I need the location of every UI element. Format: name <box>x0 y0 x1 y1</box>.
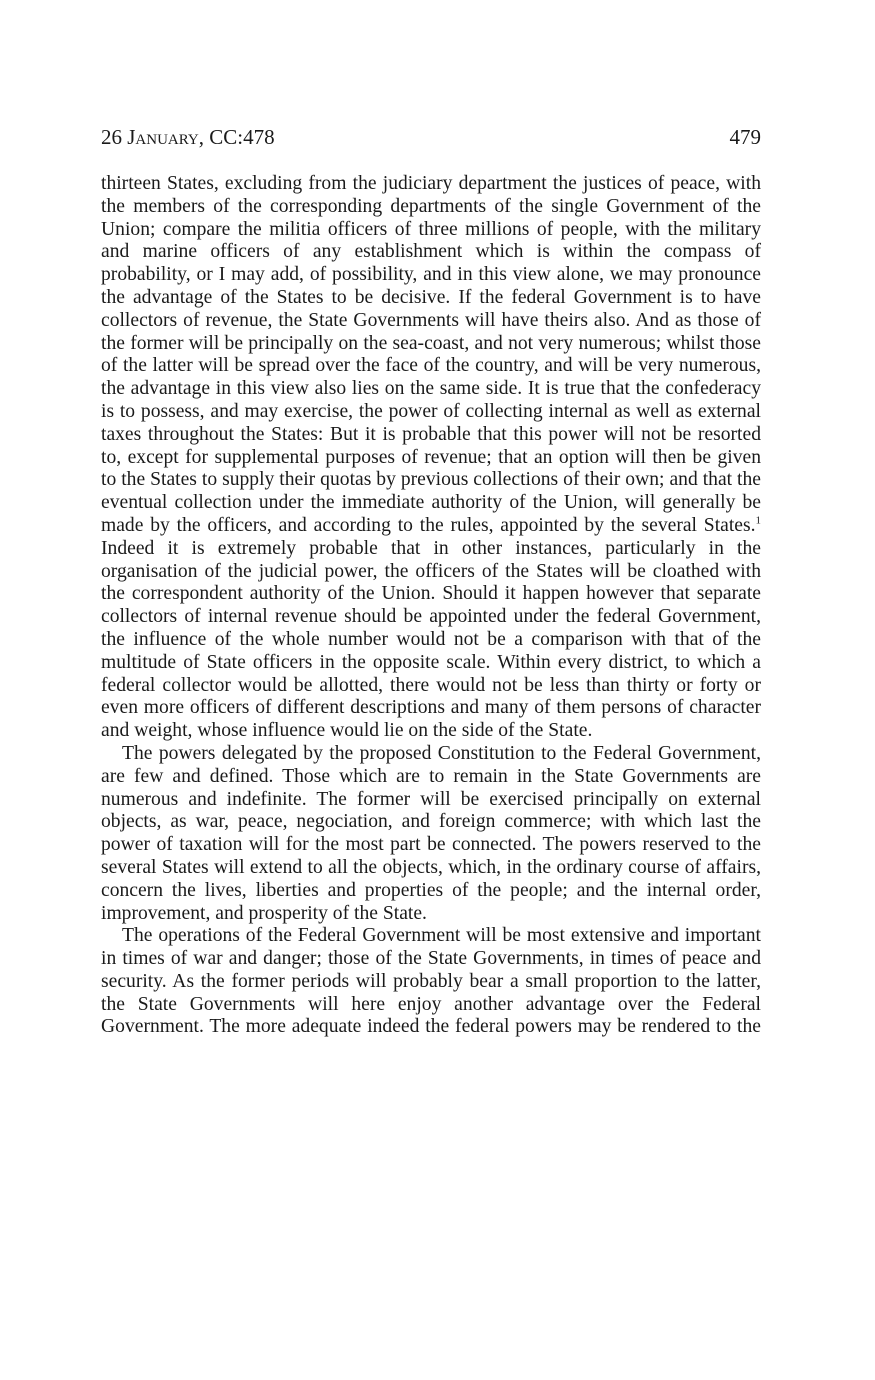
header-date-reference <box>101 124 275 150</box>
page-number: 479 <box>729 125 761 149</box>
paragraph-1-part-b: Indeed it is extremely probable that in other instances, particularly in the organisation of the judicial power, the officers of the States will be cloathed with the correspondent authority of the Union. Should it happen however that separate collectors of internal revenue should be appointed under the federal Government, the influence of the whole number would not be a comparison with that of the multitude of State officers in the opposite scale. Within every district, to which a federal collector would be allotted, there would not be less than thirty or forty or even more officers of different descriptions and many of them persons of character and weight, whose influence would lie on the side of the State. <box>101 537 761 742</box>
paragraph-continued <box>101 173 761 743</box>
header-day: 26 <box>101 125 122 149</box>
paragraph-powers-delegated: The powers delegated by the proposed Constitution to the Federal Government, are few and defined. Those which are to remain in the State Governments are numerous and indefinite. The former will be exercised principally on external objects, as war, peace, negociation, and foreign commerce; with which last the power of taxation will for the most part be connected. The powers reserved to the several States will extend to all the objects, which, in the ordinary course of affairs, concern the lives, liberties and properties of the people; and the internal order, improvement, and prosperity of the State. <box>101 742 761 924</box>
footnote-marker[interactable]: 1 <box>755 514 761 527</box>
paragraph-operations: The operations of the Federal Government will be most extensive and important in times of war and danger; those of the State Governments, in times of peace and security. As the former periods will probably bear a small proportion to the latter, the State Governments will here enjoy another advantage over the Federal Government. The more adequate indeed the federal powers may be rendered to the <box>101 925 761 1038</box>
running-header <box>101 124 761 150</box>
header-month: January <box>127 125 199 149</box>
header-document-reference: , CC:478 <box>198 125 275 149</box>
paragraph-1-part-a: thirteen States, excluding from the judiciary department the justices of peace, with the members of the corresponding departments of the single Government of the Union; compare the militia officers of three millions of people, with the military and marine officers of any establishment which is within the compass of probability, or I may add, of possibility, and in this view alone, we may pronounce the advantage of the States to be decisive. If the federal Government is to have collectors of revenue, the State Governments will have theirs also. And as those of the former will be principally on the sea-coast, and not very numerous; whilst those of the latter will be spread over the face of the country, and will be very numerous, the advantage in this view also lies on the same side. It is true that the confederacy is to possess, and may exercise, the power of collecting internal as well as external taxes throughout the States: But it is probable that this power will not be resorted to, except for supplemental purposes of revenue; that an option will then be given to the States to supply their quotas by previous collections of their own; and that the eventual collection under the immediate authority of the Union, will generally be made by the officers, and according to the rules, appointed by the several States. <box>101 173 761 536</box>
body-text <box>101 173 761 1039</box>
